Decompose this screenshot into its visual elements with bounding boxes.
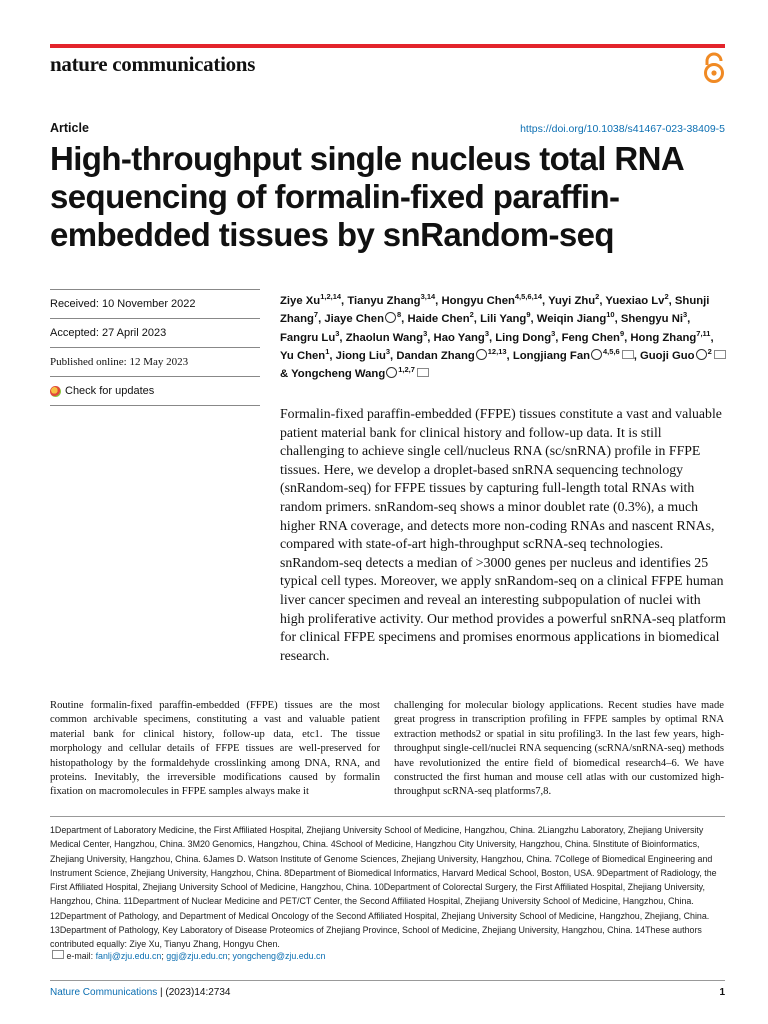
author-name[interactable]: Tianyu Zhang [347,295,421,307]
orcid-icon[interactable] [476,349,487,360]
author-affiliation-ref: 2 [595,292,600,301]
email-icon[interactable] [622,350,634,359]
author-affiliation-ref: 9 [619,328,625,338]
published-date: Published online: 12 May 2023 [50,347,260,376]
author-name[interactable]: Yongcheng Wang [291,368,386,381]
article-history [50,289,260,406]
author-name[interactable]: Longjiang Fan [512,349,591,362]
author-affiliation-ref: 7 [313,310,319,320]
body-text-right-column: challenging for molecular biology applications. Recent studies have made great progress in transcription profiling in FFPE samples by optimal RNA extraction methods2 or spatial in situ profiling3. In the last few years, high-throughput single-cell/nuclei RNA sequencing (scRNA/snRNA-seq) methods have revolutionized the entire field of biomedical research4–6. We have constructed the first human and mouse cell atlas with our customized high-throughput scRNA-seq platforms7,8. [394,700,724,798]
accent-bar [50,44,725,48]
email-prefix: e-mail: [66,951,96,961]
affiliations: 1Department of Laboratory Medicine, the First Affiliated Hospital, Zhejiang University School of Medicine, Hangzhou, China. 2Liangzhu Laboratory, Zhejiang University Medical Center, Hangzhou, China. 3M20 Genomics, Hangzhou, China. 4School of Medicine, Hangzhou City University, Hangzhou, China. 5Institute of Bioinformatics, Zhejiang University, Hangzhou, China. 6James D. Watson Institute of Genome Sciences, Zhejiang University, Hangzhou, China. 7College of Biomedical Engineering and Instrument Science, Zhejiang University, Hangzhou, China. 8Department of Biomedical Informatics, Harvard Medical School, Boston, USA. 9Department of Radiology, the First Affiliated Hospital, Zhejiang University School of Medicine, Hangzhou, China. 10Department of Colorectal Surgery, the First Affiliated Hospital, Zhejiang University, Hangzhou, China. 11Department of Nuclear Medicine and PET/CT Center, the Second Affiliated Hospital, Zhejiang University School of Medicine, Hangzhou, China. 12Department of Pathology, and Department of Medical Oncology of the Second Affiliated Hospital, Zhejiang University School of Medicine, Hangzhou, Zhejiang, China. 13Department of Pathology, Key Laboratory of Disease Proteomics of Zhejiang Province, School of Medicine, Zhejiang University, Hangzhou, China. 14These authors contributed equally: Ziye Xu, Tianyu Zhang, Hongyu Chen. [50,825,717,950]
author-name[interactable]: Shengyu Ni [620,313,683,326]
check-updates-icon [50,386,61,397]
author-affiliation-ref: 7,11 [696,328,711,338]
author-affiliation-ref: 2 [469,310,474,320]
author-affiliation-ref: 10 [606,310,615,320]
author-affiliation-ref: 3 [551,328,556,338]
email-link[interactable]: fanlj@zju.edu.cn [95,951,162,961]
author-affiliation-ref: 3,14 [420,292,436,301]
author-affiliation-ref: 4,5,6 [603,346,620,356]
article-type: Article [50,121,89,135]
author-name[interactable]: Feng Chen [561,331,620,344]
author-name[interactable]: Yu Chen [280,349,326,362]
page-number: 1 [719,987,725,998]
author-affiliation-ref: 4,5,6,14 [514,292,542,301]
author-name[interactable]: Guoji Guo [639,349,695,362]
open-access-lock-icon [701,52,727,84]
author-name[interactable]: Hong Zhang [630,331,697,344]
author-affiliation-ref: 1,2,7 [398,365,415,375]
doi-link[interactable]: https://doi.org/10.1038/s41467-023-38409-5 [520,123,725,135]
author-name[interactable]: Dandan Zhang [396,349,475,362]
author-affiliation-ref: 9 [526,310,531,320]
author-name[interactable]: Shunji Zhang [280,295,710,326]
orcid-icon[interactable] [591,349,602,360]
author-name[interactable]: Jiaye Chen [324,313,384,326]
footer-citation [50,987,230,998]
body-text-left-column: Routine formalin-fixed paraffin-embedded (FFPE) tissues are the most common archivable specimens, constituting a vast and valuable patient material bank for clinical history, follow-up data, etc1. The tissue morphology and cellular details of FFPE tissues are well-preserved for histopathology by the formaldehyde crosslinking among DNA, RNA, and proteins. Inevitably, the irreversible modifications caused by formalin fixation on macromolecules in FFPE samples always make it [50,700,380,798]
author-name[interactable]: Fangru Lu [280,331,336,344]
orcid-icon[interactable] [386,367,397,378]
check-for-updates-button[interactable] [50,376,260,406]
author-name[interactable]: Haide Chen [407,313,470,326]
author-affiliation-ref: 3 [484,328,489,338]
author-affiliation-ref: 2 [707,346,712,356]
orcid-icon[interactable] [385,312,396,323]
author-affiliation-ref: 3 [335,328,340,338]
email-icon [52,950,64,959]
email-link[interactable]: ggj@zju.edu.cn [166,951,228,961]
author-name[interactable]: Ziye Xu [280,295,321,307]
author-name[interactable]: Lili Yang [480,313,527,326]
orcid-icon[interactable] [696,349,707,360]
corresponding-emails: e-mail: fanlj@zju.edu.cn; ggj@zju.edu.cn; yongcheng@zju.edu.cn [50,950,325,961]
author-affiliation-ref: 3 [385,346,391,356]
author-affiliation-ref: 12,13 [487,346,507,356]
author-affiliation-ref: 8 [397,310,402,320]
author-name[interactable]: Hongyu Chen [441,295,515,307]
received-date: Received: 10 November 2022 [50,289,260,318]
abstract: Formalin-fixed paraffin-embedded (FFPE) tissues constitute a vast and valuable patient material bank for clinical history and follow-up data. It is still challenging to achieve single cell/nucleus RNA (sc/snRNA) profile in FFPE tissues. Here, we develop a droplet-based snRNA sequencing technology (snRandom-seq) for FFPE tissues by capturing full-length total RNAs with random primers. snRandom-seq shows a minor doublet rate (0.3%), a much higher RNA coverage, and detects more non-coding RNAs and nascent RNAs, compared with state-of-art high-throughput scRNA-seq technologies. snRandom-seq detects a median of >3000 genes per nucleus and identifies 25 typical cell types. Moreover, we apply snRandom-seq on a clinical FFPE human liver cancer specimen and reveal an interesting subpopulation of nuclei with high proliferative activity. Our method provides a powerful snRNA-seq platform for clinical FFPE specimens and promises enormous applications in biomedical research. [280,406,726,663]
author-name[interactable]: Zhaolun Wang [345,331,424,344]
email-icon[interactable] [417,368,429,377]
divider [50,816,725,817]
author-affiliation-ref: 3 [423,328,428,338]
accepted-date: Accepted: 27 April 2023 [50,318,260,347]
author-name[interactable]: Yuexiao Lv [605,295,665,307]
check-updates-label: Check for updates [65,385,155,397]
divider [50,980,725,981]
author-list: Ziye Xu$^{1,2,14}$, Tianyu Zhang$^{3,14}$, Hongyu Chen$^{4,5,6,14}$, Yuyi Zhu$^2$, Yuexiao Lv$^2$, Shunji Zhang$^7$, Jiaye Chen $^8$, Haide Chen$^2$, Lili Yang$^9$, Weiqin Jiang$^{10}$, Shengyu Ni$^3$, Fangru Lu$^3$, Zhaolun Wang$^3$, Hao Yang$^3$, Ling Dong$^3$, Feng Chen$^9$, Hong Zhang$^{7,11}$, Yu Chen$^1$, Jiong Liu$^3$, Dandan Zhang $^{12,13}$, Longjiang Fan $^{4,5,6}$ , Guoji Guo $^2$ & Yongcheng Wang $^{1,2,7}$ [280,292,728,383]
author-name[interactable]: Weiqin Jiang [536,313,607,326]
email-icon[interactable] [714,350,726,359]
author-name[interactable]: Hao Yang [433,331,485,344]
author-name[interactable]: Yuyi Zhu [548,295,596,307]
author-affiliation-ref: 1 [325,346,330,356]
footer-volume: | (2023)14:2734 [157,987,231,998]
footer-journal-link[interactable]: Nature Communications [50,987,158,998]
author-name[interactable]: Ling Dong [495,331,552,344]
author-affiliation-ref: 1,2,14 [320,292,342,301]
author-affiliation-ref: 3 [683,310,688,320]
author-name[interactable]: Jiong Liu [335,349,386,362]
journal-title[interactable]: nature communications [50,52,256,76]
article-title: High-throughput single nucleus total RNA sequencing of formalin-fixed paraffin-embedded tissues by snRandom-seq [50,140,683,253]
author-affiliation-ref: 2 [664,292,669,301]
email-link[interactable]: yongcheng@zju.edu.cn [232,951,326,961]
